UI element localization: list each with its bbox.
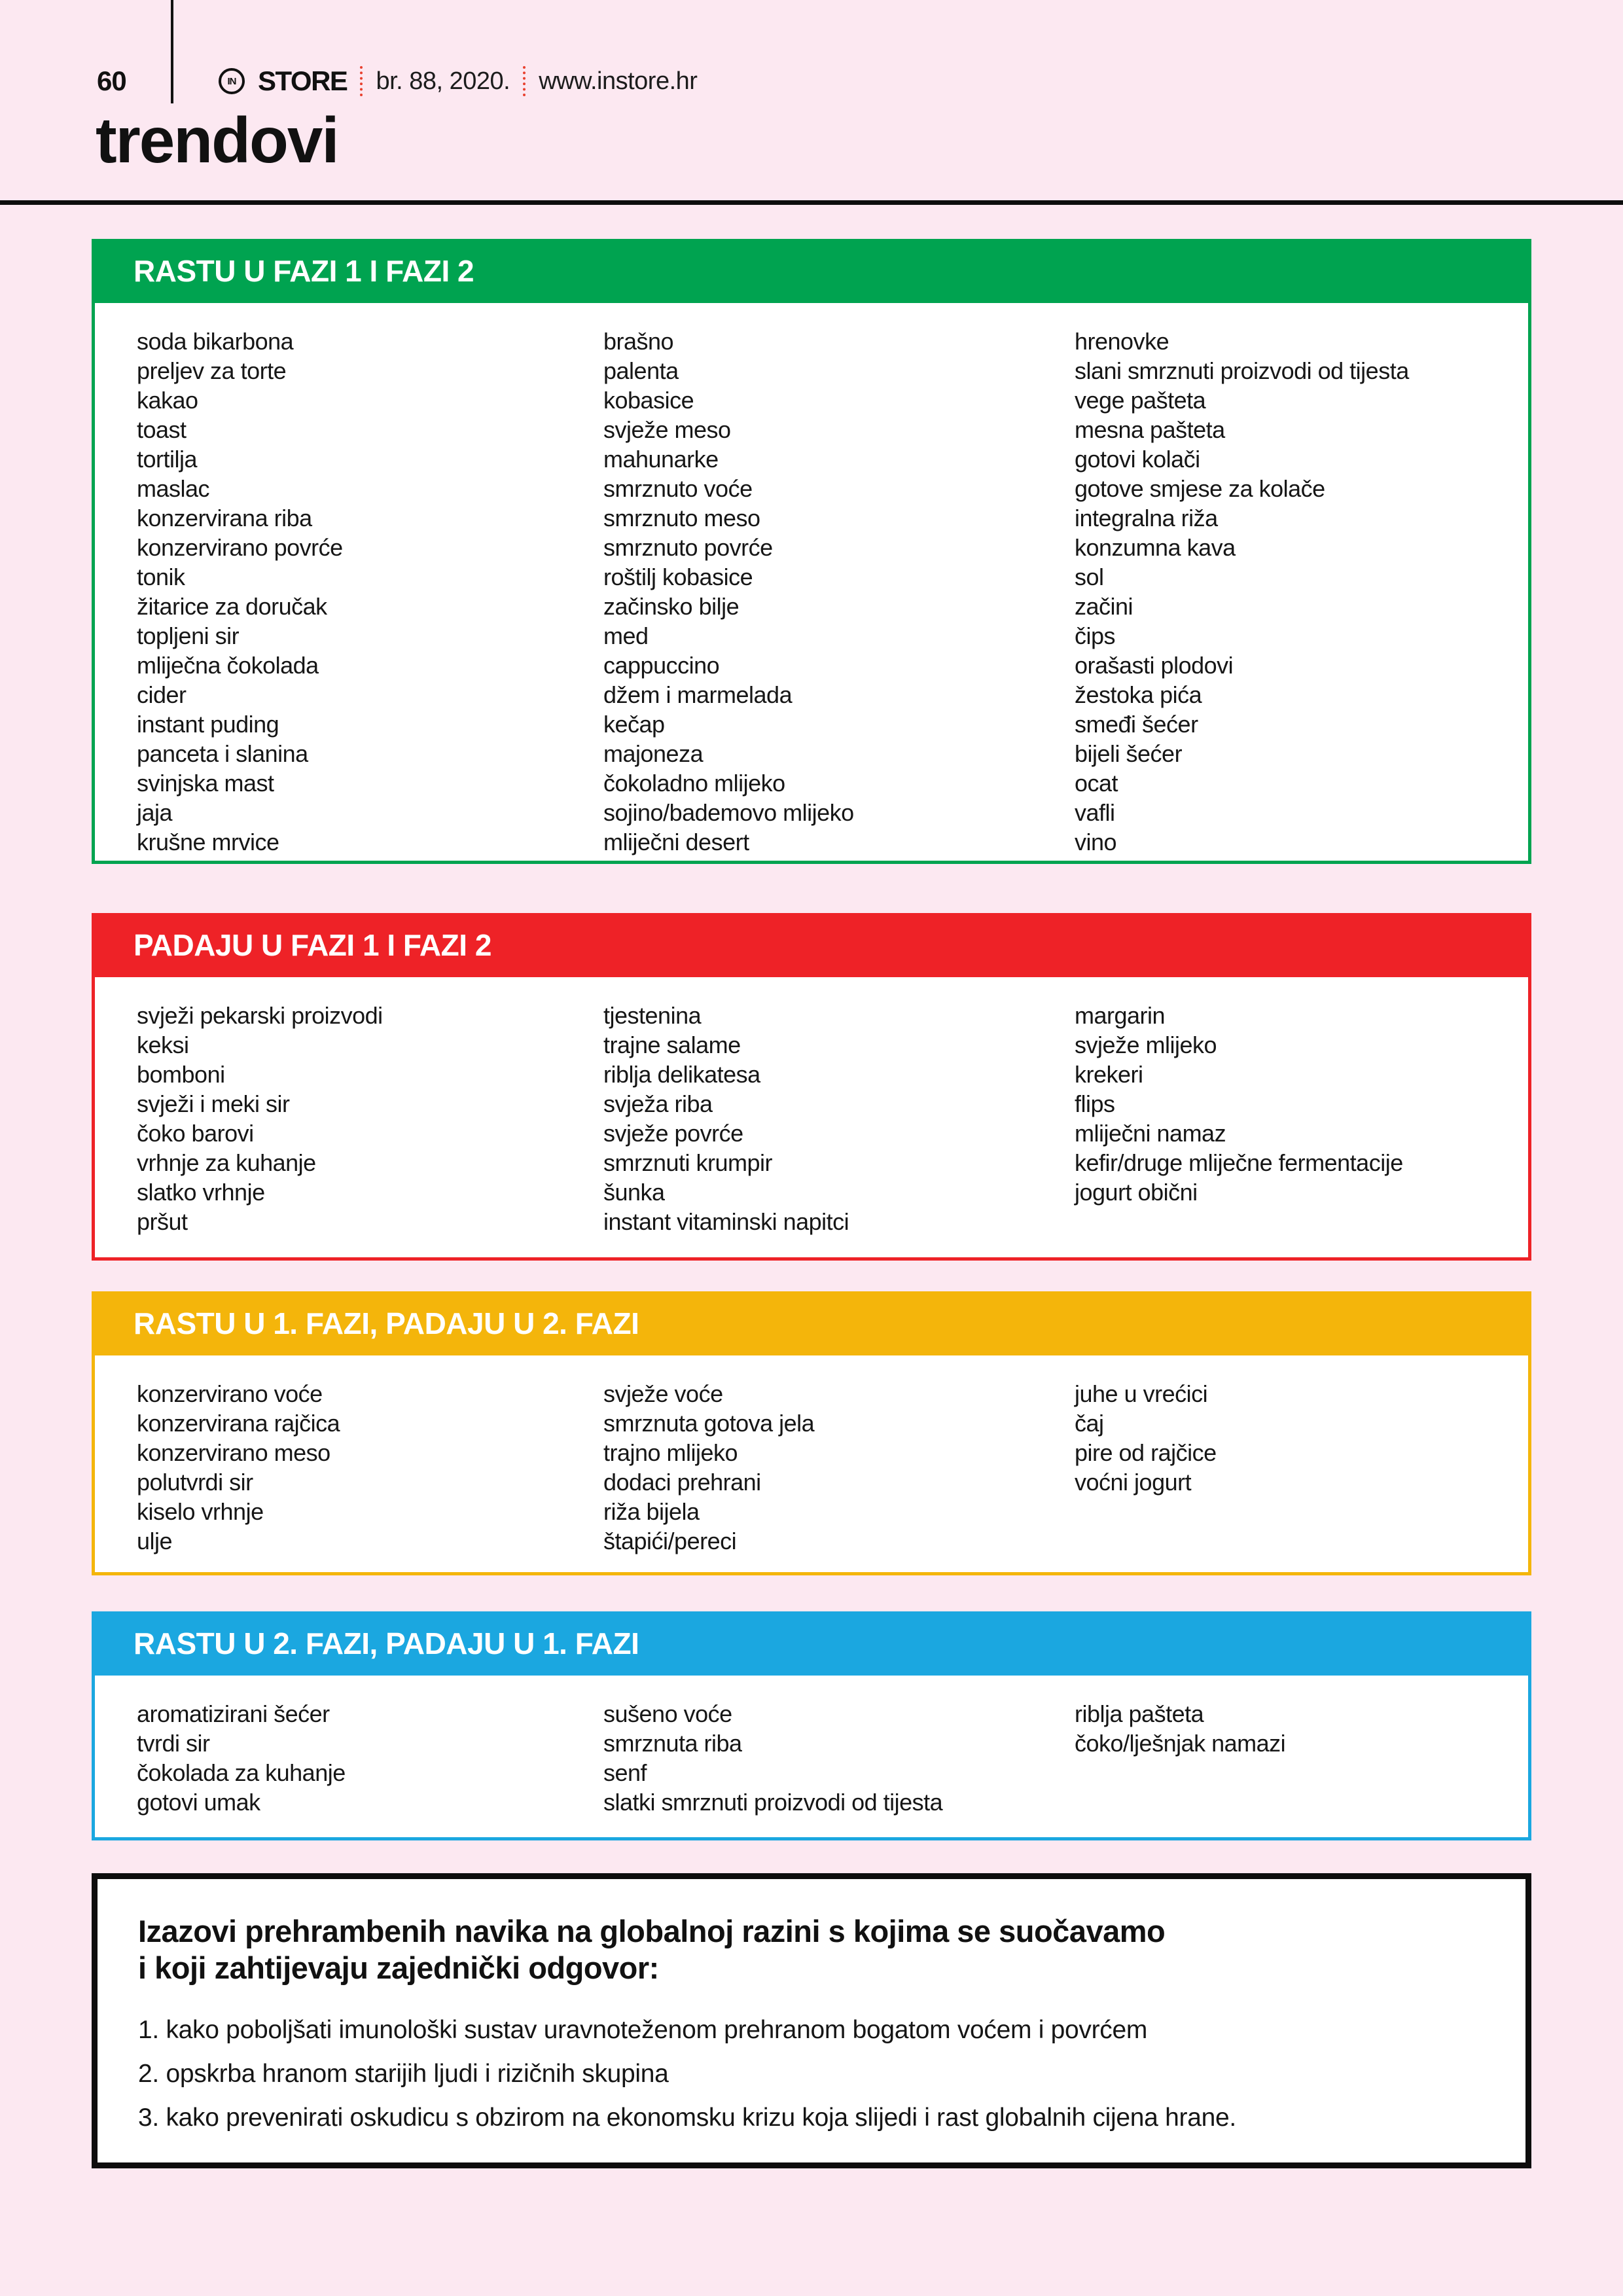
list-item: toast <box>137 416 187 443</box>
list-item: začinsko bilje <box>603 593 740 620</box>
list-item: štapići/pereci <box>603 1528 737 1554</box>
list-item: bomboni <box>137 1061 225 1088</box>
list-item: svinjska mast <box>137 770 274 797</box>
list-item: panceta i slanina <box>137 740 308 767</box>
list-item: palenta <box>603 357 679 384</box>
list-item: čaj <box>1075 1410 1104 1437</box>
box-body <box>92 1676 1531 1840</box>
masthead <box>219 64 697 98</box>
list-item: ocat <box>1075 770 1118 797</box>
list-item: šunka <box>603 1179 665 1206</box>
challenges-title-line1: Izazovi prehrambenih navika na globalnoj razini s kojima se suočavamo <box>138 1914 1166 1948</box>
list-item: slatki smrznuti proizvodi od tijesta <box>603 1789 943 1816</box>
list-item: tvrdi sir <box>137 1730 210 1757</box>
list-item: konzervirano voće <box>137 1380 323 1407</box>
product-column-1 <box>137 1379 603 1572</box>
list-item: polutvrdi sir <box>137 1469 253 1496</box>
list-item: svježa riba <box>603 1090 713 1117</box>
list-item: med <box>603 622 649 649</box>
list-item: gotovi kolači <box>1075 446 1200 473</box>
list-item: konzervirana rajčica <box>137 1410 340 1437</box>
instore-logo-text: STORE <box>258 65 348 96</box>
list-item: vino <box>1075 829 1117 855</box>
list-item: kiselo vrhnje <box>137 1498 264 1525</box>
list-item: integralna riža <box>1075 505 1218 531</box>
section-title: trendovi <box>96 104 338 176</box>
list-item: juhe u vrećici <box>1075 1380 1208 1407</box>
list-item: roštilj kobasice <box>603 564 753 590</box>
box-rastu-u-fazi-1-i-2 <box>92 239 1531 864</box>
list-item: vafli <box>1075 799 1115 826</box>
list-item: konzumna kava <box>1075 534 1236 561</box>
list-item: svježi i meki sir <box>137 1090 290 1117</box>
box-header <box>92 1611 1531 1676</box>
list-item: svježe meso <box>603 416 731 443</box>
product-column-1 <box>137 327 603 861</box>
list-item: instant vitaminski napitci <box>603 1208 849 1235</box>
list-item: vrhnje za kuhanje <box>137 1149 316 1176</box>
list-item: smrznuto voće <box>603 475 753 502</box>
challenges-list <box>138 2017 1485 2131</box>
list-item: margarin <box>1075 1002 1166 1029</box>
list-item: 3. kako prevenirati oskudicu s obzirom na ekonomsku krizu koja slijedi i rast globalnih cijena hrane. <box>138 2104 1236 2132</box>
list-item: sojino/bademovo mlijeko <box>603 799 854 826</box>
list-item: majoneza <box>603 740 704 767</box>
list-item: začini <box>1075 593 1133 620</box>
product-column-2 <box>603 327 1075 861</box>
list-item: krušne mrvice <box>137 829 279 855</box>
list-item: čips <box>1075 622 1116 649</box>
box-padaju-u-fazi-1-i-2 <box>92 913 1531 1261</box>
list-item: kobasice <box>603 387 694 414</box>
box-title: RASTU U FAZI 1 I FAZI 2 <box>134 254 474 288</box>
product-column-2 <box>603 1699 1075 1837</box>
list-item: cappuccino <box>603 652 720 679</box>
list-item: sol <box>1075 564 1104 590</box>
list-item: svježe mlijeko <box>1075 1031 1217 1058</box>
product-column-3 <box>1075 1699 1486 1837</box>
list-item: ulje <box>137 1528 173 1554</box>
list-item: flips <box>1075 1090 1115 1117</box>
list-item: trajne salame <box>603 1031 741 1058</box>
box-body <box>92 303 1531 864</box>
box-body <box>92 1355 1531 1575</box>
list-item: tonik <box>137 564 185 590</box>
list-item: konzervirano povrće <box>137 534 343 561</box>
dotted-separator <box>360 66 363 96</box>
list-item: riža bijela <box>603 1498 700 1525</box>
issue-number: br. 88, 2020. <box>376 67 510 95</box>
box-title: PADAJU U FAZI 1 I FAZI 2 <box>134 928 491 962</box>
product-column-2 <box>603 1001 1075 1257</box>
list-item: žestoka pića <box>1075 681 1202 708</box>
list-item: žitarice za doručak <box>137 593 327 620</box>
horizontal-rule <box>0 200 1623 205</box>
list-item: smrznuto meso <box>603 505 760 531</box>
challenges-box <box>92 1873 1531 2168</box>
list-item: jogurt obični <box>1075 1179 1198 1206</box>
product-column-2 <box>603 1379 1075 1572</box>
list-item: cider <box>137 681 187 708</box>
instore-logo-icon: IN <box>219 68 245 94</box>
list-item: smrznuta gotova jela <box>603 1410 815 1437</box>
website-url: www.instore.hr <box>539 67 698 95</box>
list-item: čokolada za kuhanje <box>137 1759 346 1786</box>
list-item: riblja pašteta <box>1075 1700 1204 1727</box>
list-item: aromatizirani šećer <box>137 1700 330 1727</box>
list-item: svježe voće <box>603 1380 723 1407</box>
list-item: maslac <box>137 475 210 502</box>
list-item: slatko vrhnje <box>137 1179 265 1206</box>
list-item: kečap <box>603 711 665 738</box>
list-item: mliječni desert <box>603 829 749 855</box>
masthead-divider <box>171 0 173 103</box>
list-item: vege pašteta <box>1075 387 1206 414</box>
list-item: trajno mlijeko <box>603 1439 738 1466</box>
list-item: krekeri <box>1075 1061 1143 1088</box>
list-item: brašno <box>603 328 674 355</box>
list-item: svježe povrće <box>603 1120 743 1147</box>
list-item: topljeni sir <box>137 622 240 649</box>
product-column-3 <box>1075 1001 1486 1257</box>
product-column-3 <box>1075 1379 1486 1572</box>
box-rastu-2-padaju-1 <box>92 1611 1531 1840</box>
list-item: riblja delikatesa <box>603 1061 760 1088</box>
challenges-title <box>138 1913 1485 1986</box>
list-item: pire od rajčice <box>1075 1439 1217 1466</box>
list-item: svježi pekarski proizvodi <box>137 1002 383 1029</box>
list-item: preljev za torte <box>137 357 287 384</box>
list-item: pršut <box>137 1208 188 1235</box>
list-item: dodaci prehrani <box>603 1469 761 1496</box>
box-rastu-1-padaju-2 <box>92 1291 1531 1575</box>
list-item: gotovi umak <box>137 1789 260 1816</box>
list-item: smrznuta riba <box>603 1730 742 1757</box>
list-item: jaja <box>137 799 173 826</box>
list-item: mliječna čokolada <box>137 652 319 679</box>
page-number: 60 <box>97 65 126 96</box>
list-item: keksi <box>137 1031 189 1058</box>
list-item: mliječni namaz <box>1075 1120 1226 1147</box>
list-item: sušeno voće <box>603 1700 732 1727</box>
box-header <box>92 1291 1531 1355</box>
list-item: senf <box>603 1759 647 1786</box>
list-item: kefir/druge mliječne fermentacije <box>1075 1149 1403 1176</box>
list-item: 2. opskrba hranom starijih ljudi i rizičnih skupina <box>138 2060 669 2088</box>
box-body <box>92 977 1531 1261</box>
list-item: smrznuto povrće <box>603 534 773 561</box>
box-title: RASTU U 1. FAZI, PADAJU U 2. FAZI <box>134 1306 639 1340</box>
challenges-title-line2: i koji zahtijevaju zajednički odgovor: <box>138 1950 659 1985</box>
product-column-3 <box>1075 327 1486 861</box>
list-item: orašasti plodovi <box>1075 652 1234 679</box>
list-item: kakao <box>137 387 198 414</box>
box-title: RASTU U 2. FAZI, PADAJU U 1. FAZI <box>134 1626 639 1660</box>
list-item: gotove smjese za kolače <box>1075 475 1325 502</box>
list-item: smeđi šećer <box>1075 711 1198 738</box>
product-column-1 <box>137 1699 603 1837</box>
box-header <box>92 913 1531 977</box>
box-header <box>92 239 1531 303</box>
list-item: 1. kako poboljšati imunološki sustav uravnoteženom prehranom bogatom voćem i povrćem <box>138 2016 1148 2044</box>
list-item: instant puding <box>137 711 279 738</box>
list-item: tjestenina <box>603 1002 702 1029</box>
list-item: voćni jogurt <box>1075 1469 1192 1496</box>
list-item: čoko barovi <box>137 1120 254 1147</box>
list-item: mahunarke <box>603 446 719 473</box>
list-item: tortilja <box>137 446 198 473</box>
list-item: čoko/lješnjak namazi <box>1075 1730 1286 1757</box>
product-column-1 <box>137 1001 603 1257</box>
list-item: slani smrznuti proizvodi od tijesta <box>1075 357 1409 384</box>
list-item: soda bikarbona <box>137 328 294 355</box>
list-item: džem i marmelada <box>603 681 793 708</box>
dotted-separator <box>523 66 526 96</box>
list-item: mesna pašteta <box>1075 416 1225 443</box>
list-item: bijeli šećer <box>1075 740 1183 767</box>
list-item: smrznuti krumpir <box>603 1149 773 1176</box>
list-item: hrenovke <box>1075 328 1169 355</box>
list-item: konzervirano meso <box>137 1439 330 1466</box>
list-item: čokoladno mlijeko <box>603 770 785 797</box>
list-item: konzervirana riba <box>137 505 312 531</box>
